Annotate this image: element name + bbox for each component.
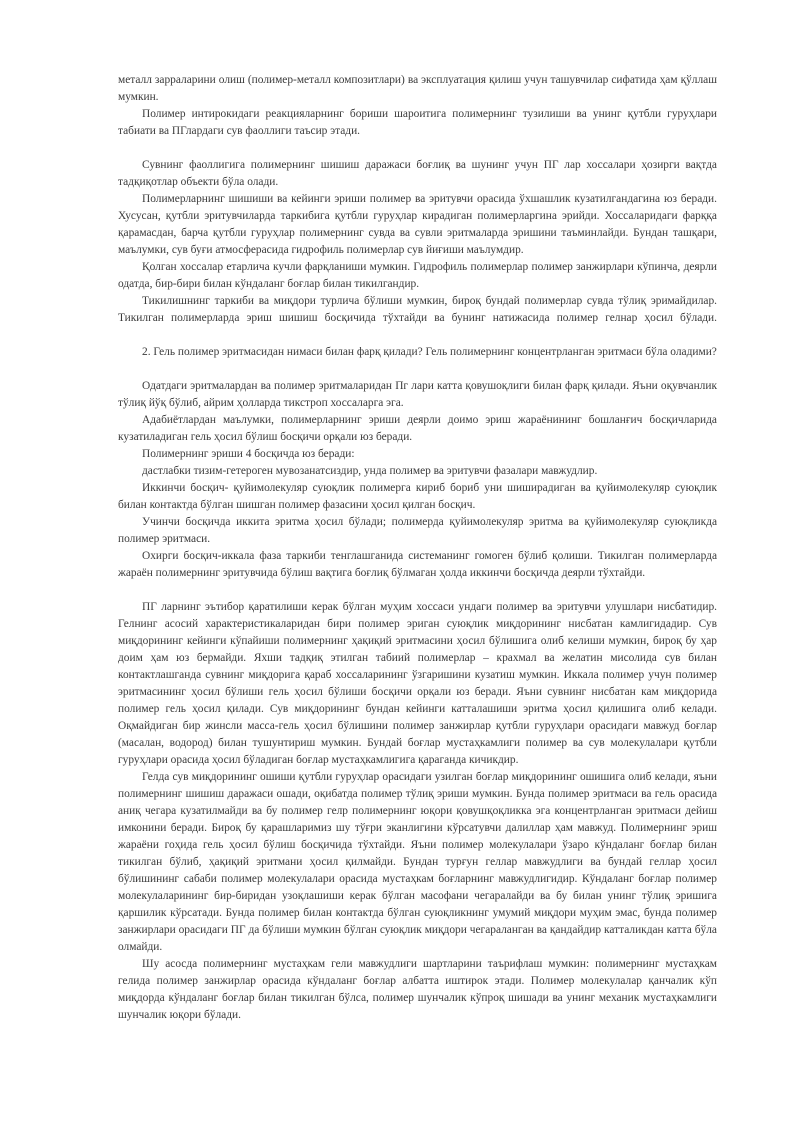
- body-paragraph: Полимерларнинг шишиши ва кейинги эриши полимер ва эритувчи орасида ўхшашлик кузатилгандагина юз беради. Хусусан, қутбли эритувчиларда таркибига қутбли гуруҳлар кирадиган полимерларгина эрийди. Хоссаларидаги фарққа қарамасдан, барча қутбли гуруҳлар полимернинг сувда ва сувли эритмаларда эришини таъминлайди. Бундан ташқари, маълумки, сув буғи атмосферасида гидрофиль полимерлар сув йиғиши маълумдир.: [118, 193, 717, 256]
- body-paragraph: Охирги босқич-иккала фаза таркиби тенглашганида системанинг гомоген бўлиб қолиши. Тикилган полимерларда жараён полимернинг эритувчида бўлиш вақтига боғлиқ бўлмаган ҳолда иккинчи босқичда деярли тўхтайди.: [118, 550, 717, 579]
- body-paragraph: Шу асосда полимернинг мустаҳкам гели мавжудлиги шартларини таърифлаш мумкин: полимернинг мустаҳкам гелида полимер занжирлар орасида кўндаланг боғлар албатта иштирок этади. Полимер молекулалар қанчалик кўп миқдорда кўндаланг боғлар билан тикилган бўлса, полимер шунчалик кўпроқ шишади ва унинг механик мустаҳкамлиги шунчалик юқори бўлади.: [118, 958, 717, 1021]
- paragraph-spacer: [118, 361, 717, 378]
- body-paragraph: 2. Гель полимер эритмасидан нимаси билан фарқ қилади? Гель полимернинг концентрланган эритмаси бўла оладими?: [142, 346, 717, 358]
- body-paragraph: ПГ ларнинг эътибор қаратилиши керак бўлган муҳим хоссаси ундаги полимер ва эритувчи улушлари нисбатидир. Гелнинг асосий характеристикаларидан бири полимер эриган суюқлик миқдорининг нисбатан камлигидадир. Сув миқдорининг кейинги кўпайиши полимернинг ҳақиқий эритмасини ҳосил бўлишига олиб келиши мумкин, бироқ бу ҳар доим ҳам юз бермайди. Яхши тадқиқ этилган табиий полимерлар – крахмал ва желатин мисолида сув билан контактлашгандa сувнинг миқдорига қараб хоссаларининг ўзгаришини кузатиш мумкин. Иккала полимер учун полимер эритмасининг ҳосил бўлиши гель ҳосил бўлиши босқичи орқали юз беради. Яъни сувнинг нисбатан кам миқдорида полимер гель ҳосил қилади. Сув миқдорининг бундан кейинги катталашиши эритма ҳосил қилишига олиб келади. Оқмайдиган бир жинсли масса-гель ҳосил бўлишини полимер занжирлар қутбли гуруҳлари орасидаги мавжуд боғлар (масалан, водород) билан тушунтириш мумкин. Бундай боғлар мустаҳкамлиги полимер ва сув молекулалари қутбли гуруҳлари орасида ҳосил бўладиган боғлар мустаҳкамлигига қараганда кичикдир.: [118, 601, 717, 766]
- paragraph-spacer: [118, 327, 717, 344]
- paragraph-spacer: [118, 582, 717, 599]
- body-paragraph: Тикилишнинг таркиби ва миқдори турлича бўлиши мумкин, бироқ бундай полимерлар сувда тўлиқ эримайдилар. Тикилган полимерларда эриш шишиш босқичида тўхтайди ва бунинг натижасида полимер гелнар ҳосил бўлади.: [118, 295, 717, 324]
- body-paragraph: Полимер интирокидаги реакцияларнинг бориши шароитига полимернинг тузилиши ва унинг қутбли гуруҳлари табиати ва ПГлардаги сув фаоллиги таъсир этади.: [118, 108, 717, 137]
- body-paragraph: Иккинчи босқич- қуйимолекуляр суюқлик полимерга кириб бориб уни шиширадиган ва қуйимолекуляр суюқлик билан контактда бўлган шишган полимер фазасини ҳосил қилган босқич.: [118, 482, 717, 511]
- body-paragraph: Полимернинг эриши 4 босқичда юз беради:: [142, 448, 355, 460]
- body-paragraph: Адабиётлардан маълумки, полимерларнинг эриши деярли доимо эриш жараёнининг бошланғич босқичларида кузатиладиган гель ҳосил бўлиш босқичи орқали юз беради.: [118, 414, 717, 443]
- document-body: [118, 72, 717, 1024]
- body-paragraph: металл зарраларини олиш (полимер-металл композитлари) ва эксплуатация қилиш учун ташувчилар сифатида ҳам қўллаш мумкин.: [118, 74, 717, 103]
- body-paragraph: дастлабки тизим-гетероген мувозанатсиздир, унда полимер ва эритувчи фазалари мавжудлир.: [142, 465, 598, 477]
- body-paragraph: Сувнинг фаоллигига полимернинг шишиш даражаси боғлиқ ва шунинг учун ПГ лар хоссалари ҳозирги вақтда тадқиқотлар объекти бўла олади.: [118, 159, 717, 188]
- body-paragraph: Учинчи босқичда иккита эритма ҳосил бўлади; полимерда қуйимолекуляр эритма ва қуйимолекуляр суюқликда полимер эритмаси.: [118, 516, 717, 545]
- paragraph-spacer: [118, 140, 717, 157]
- body-paragraph: Одатдаги эритмалардан ва полимер эритмаларидан Пг лари катта қовушоқлиги билан фарқ қилади. Яъни оқувчанлик тўлиқ йўқ бўлиб, айрим ҳолларда тикстроп хоссаларга эга.: [118, 380, 717, 409]
- body-paragraph: Қолган хоссалар етарлича кучли фарқланиши мумкин. Гидрофиль полимерлар полимер занжирлари кўпинча, деярли одатда, бир-бири билан кўндаланг боғлар билан тикилгандир.: [118, 261, 717, 290]
- body-paragraph: Гелда сув миқдорининг ошиши қутбли гуруҳлар орасидаги узилган боғлар миқдорининг ошишига олиб келади, яъни полимернинг шишиш даражаси ошади, оқибатда полимер тўлиқ эриши мумкин. Бунда полимер эритмаси ва гель орасида аниқ чегара кузатилмайди ва бу полимер гелp полимернинг юқори қовушқоқликка эга концентрланган эритмаси дейиш имконини беради. Бироқ бу қарашларимиз шу тўғри эканлигини кўрсатувчи далиллар ҳам мавжуд. Полимернинг эриш жараёни гоҳида гель ҳосил бўлиш босқичида тўхтайди. Яъни полимер молекулалари ўзаро кўндаланг боғлар билан тикилган бўлиб, ҳақиқий эритмани ҳосил қилмайди. Бундан турғун геллар мавжудлиги ва бундай геллар ҳосил бўлишининг сабаби полимер молекулалари орасида мустаҳкам боғларнинг мавжудлигидир. Кўндаланг боғлар полимер молекулаларининг бир-биридан узоқлашиши керак бўлган масофани чегаралайди ва бу билан унинг тўлиқ эришига қаршилик кўрсатади. Бунда полимер билан контактда бўлган суюқликнинг умумий миқдори муҳим эмас, бунда полимер занжирлари орасидаги ПГ да бўлиши мумкин бўлган суюқлик миқдори чегараланган ва қандайдир катталикдан катта бўла олмайди.: [118, 771, 717, 953]
